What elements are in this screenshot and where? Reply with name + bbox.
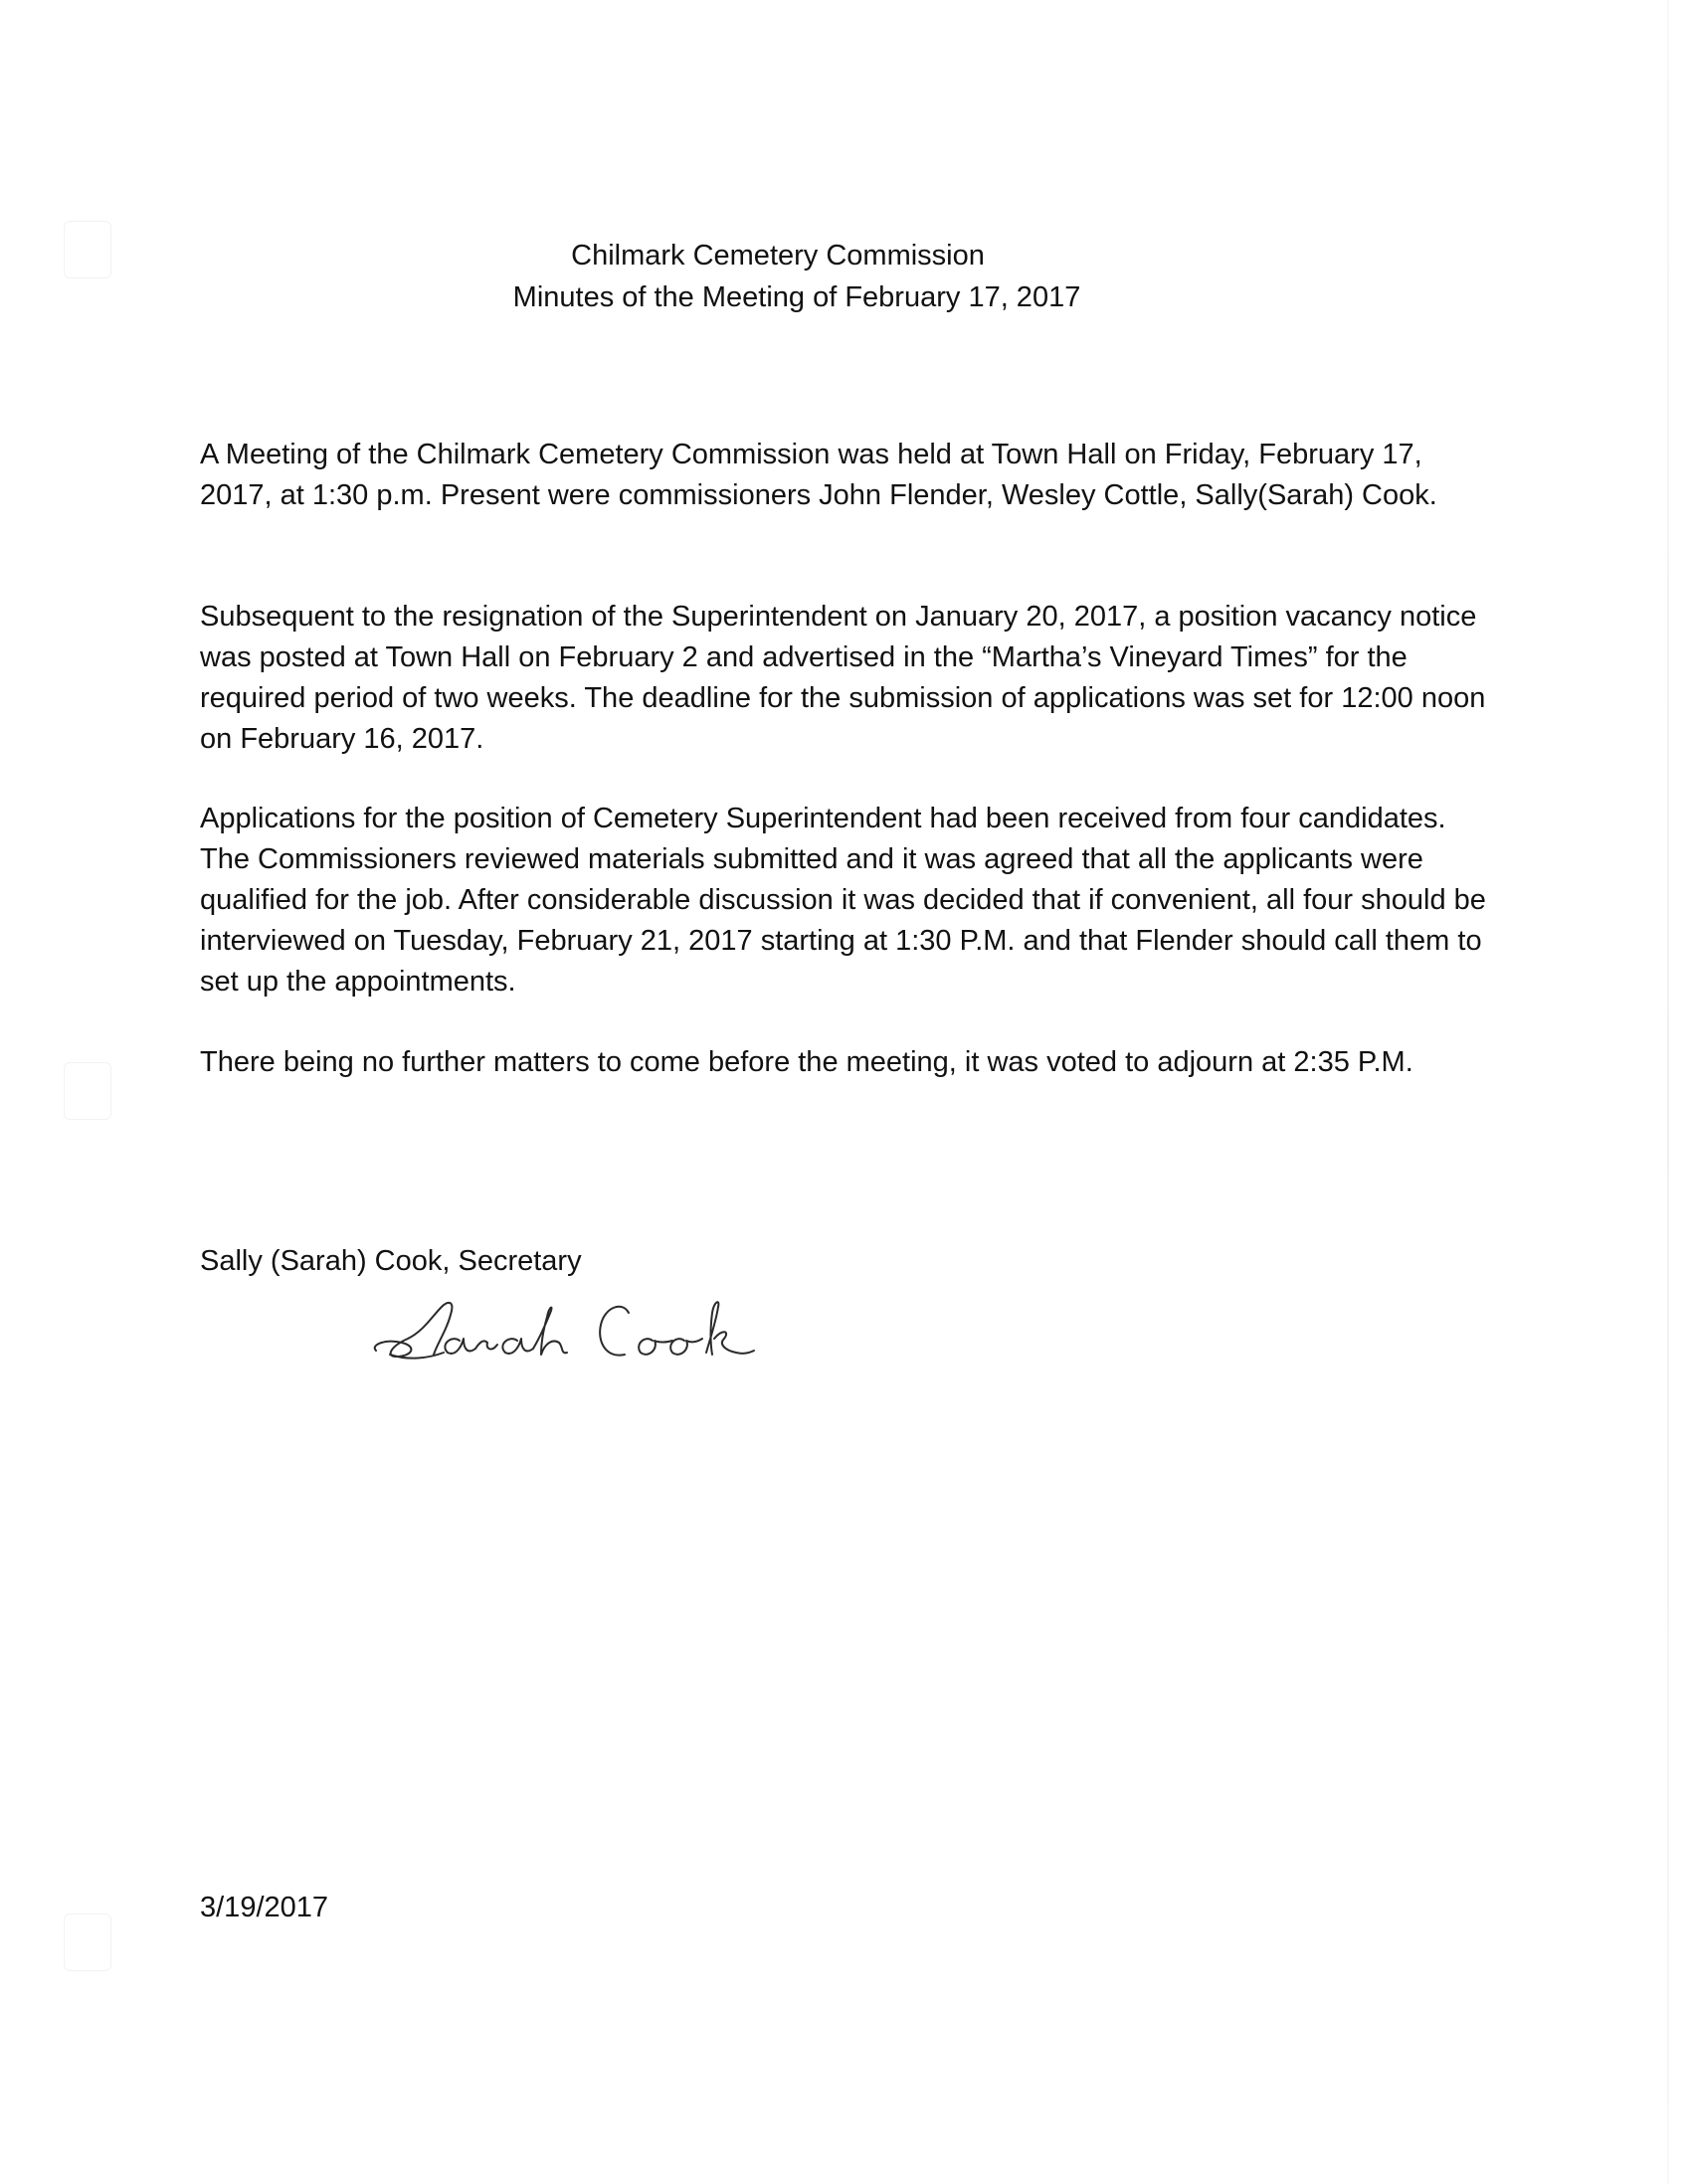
organization-title: Chilmark Cemetery Commission: [571, 240, 985, 272]
paragraph-adjournment: There being no further matters to come before the meeting, it was voted to adjourn at 2:35 P.M.: [200, 1046, 1413, 1078]
document-date: 3/19/2017: [200, 1892, 329, 1923]
handwritten-signature: [368, 1273, 865, 1382]
document-header: [0, 235, 1691, 318]
scan-artifact: [64, 1062, 111, 1120]
scan-artifact: [64, 1913, 111, 1971]
secretary-name: Sally (Sarah) Cook, Secretary: [200, 1245, 582, 1277]
meeting-subtitle: Minutes of the Meeting of February 17, 2017: [512, 281, 1081, 313]
scan-edge: [1667, 0, 1669, 2184]
paragraph-attendance: A Meeting of the Chilmark Cemetery Commission was held at Town Hall on Friday, February 17, 2017, at 1:30 p.m. Present were commissioners John Flender, Wesley Cottle, Sally(Sarah) Cook.: [200, 439, 1437, 511]
paragraph-vacancy-notice: Subsequent to the resignation of the Superintendent on January 20, 2017, a position vacancy notice was posted at Town Hall on February 2 and advertised in the “Martha’s Vineyard Times” for the required period of two weeks. The deadline for the submission of applications was set for 12:00 noon on February 16, 2017.: [200, 601, 1486, 755]
paragraph-applications: Applications for the position of Cemetery Superintendent had been received from four candidates. The Commissioners reviewed materials submitted and it was agreed that all the applicants were qualified for the job. After considerable discussion it was decided that if convenient, all four should be interviewed on Tuesday, February 21, 2017 starting at 1:30 P.M. and that Flender should call them to set up the appointments.: [200, 803, 1486, 998]
